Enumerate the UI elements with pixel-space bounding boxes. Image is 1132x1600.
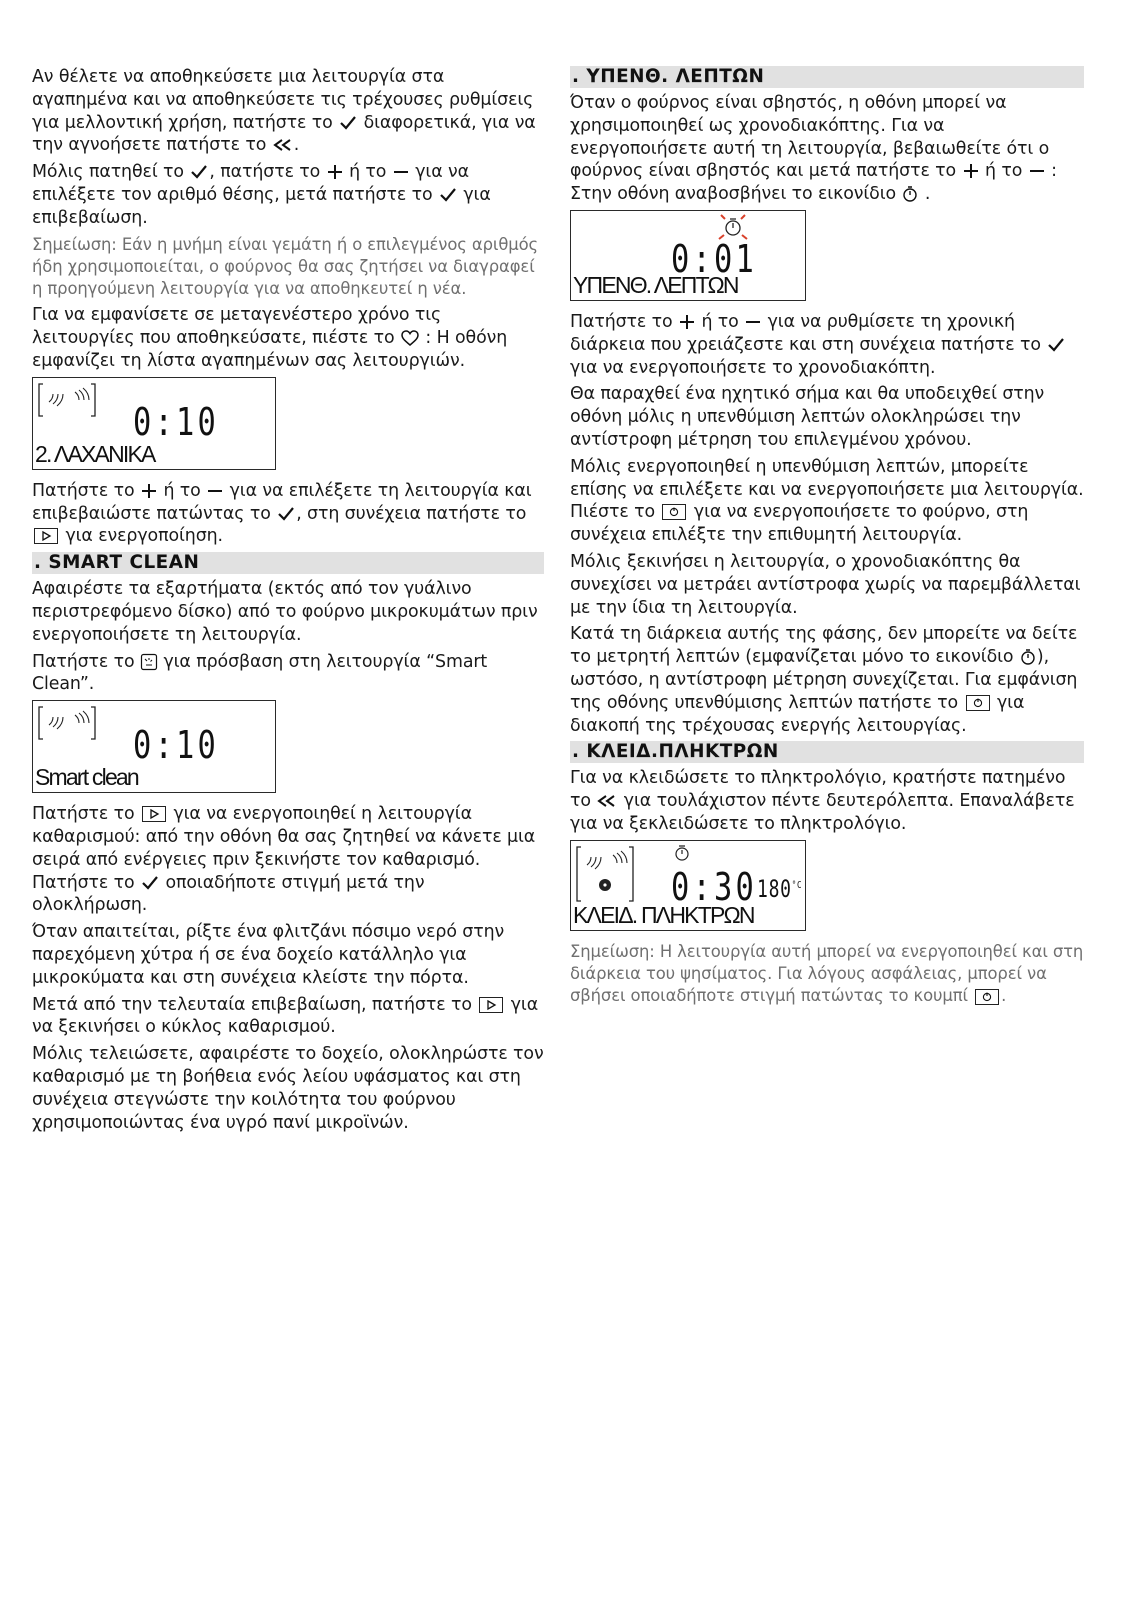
start-button-icon xyxy=(479,997,503,1013)
paragraph: Αν θέλετε να αποθηκεύσετε μια λειτουργία στα αγαπημένα και να αποθηκεύσετε τις τρέχουσες ρυθμίσεις για μελλοντική χρήση, πατήστε το διαφορετικά, για να την αγνοήσετε πατήστε το . xyxy=(32,67,536,156)
timer-icon xyxy=(1019,648,1037,666)
temperature-unit: °C xyxy=(791,879,803,891)
plus-icon xyxy=(678,313,696,331)
start-button-icon xyxy=(142,806,166,822)
oven-display-favorites xyxy=(32,377,276,470)
minus-icon xyxy=(206,482,224,500)
paragraph: Θα παραχθεί ένα ηχητικό σήμα και θα υποδειχθεί στην οθόνη μόλις η υπενθύμιση λεπτών ολοκληρώσει την αντίστροφη μέτρηση του επιλεγμένου χρόνου. xyxy=(570,384,1045,450)
plus-icon xyxy=(962,162,980,180)
minus-icon xyxy=(392,163,410,181)
rewind-icon xyxy=(596,794,618,808)
paragraph: Αφαιρέστε τα εξαρτήματα (εκτός από τον γυάλινο περιστρεφόμενο δίσκο) από το φούρνο μικροκυμάτων πριν ενεργοποιήσετε τη λειτουργία. xyxy=(32,579,538,645)
paragraph: Όταν απαιτείται, ρίξτε ένα φλιτζάνι πόσιμο νερό στην παρεχόμενη χύτρα ή σε ένα δοχείο κατάλληλο για μικροκύματα και στη συνέχεια κλείστε την πόρτα. xyxy=(32,922,505,988)
microwave-fan-icon xyxy=(575,845,635,907)
oven-display-key-lock xyxy=(570,840,806,931)
display-label: ΥΠΕΝΘ. ΛΕΠΤΩΝ xyxy=(573,271,738,298)
display-label: 2. ΛΑΧΑΝΙΚΑ xyxy=(35,440,155,467)
paragraph: Πατήστε το για να ενεργοποιηθεί η λειτουργία καθαρισμού: από την οθόνη θα σας ζητηθεί να κάνετε μια σειρά από ενέργειες πριν ξεκινήστε τον καθαρισμό. Πατήστε το οποιαδήποτε στιγμή μετά την ολοκλήρωση. xyxy=(32,804,536,916)
paragraph: Πατήστε το ή το για να ρυθμίσετε τη χρονική διάρκεια που χρειάζεστε και στη συνέχεια πατήστε το για να ενεργοποιήσετε το χρονοδιακόπτη. xyxy=(570,311,1084,379)
note: Σημείωση: Εάν η μνήμη είναι γεμάτη ή ο επιλεγμένος αριθμός ήδη χρησιμοποιείται, ο φούρνος θα σας ζητήσει να διαγραφεί η προηγούμενη λειτουργία για να αποθηκευτεί η νέα. xyxy=(32,234,539,299)
rewind-icon xyxy=(272,138,294,152)
paragraph: Πατήστε το για πρόσβαση στη λειτουργία “Smart Clean”. xyxy=(32,651,488,695)
oven-display-minute-reminder xyxy=(570,210,806,301)
display-time: 0:10 xyxy=(133,723,220,768)
display-temperature: $180^{^\circ C}$ xyxy=(757,874,803,903)
checkmark-icon xyxy=(338,115,358,131)
display-time: 0:30 xyxy=(671,864,758,909)
oven-display-smart-clean xyxy=(32,700,276,793)
paragraph: Πατήστε το ή το για να επιλέξετε τη λειτουργία και επιβεβαιώστε πατώντας το , στη συνέχεια πατήστε το για ενεργοποίηση. xyxy=(32,480,532,547)
plus-icon xyxy=(326,163,344,181)
microwave-icon xyxy=(37,705,97,745)
timer-icon xyxy=(671,843,693,863)
display-label: Smart clean xyxy=(35,764,138,791)
smart-clean-icon xyxy=(140,653,158,671)
heart-icon xyxy=(400,330,420,347)
power-button-icon xyxy=(662,504,686,520)
checkmark-icon xyxy=(438,187,458,203)
minus-icon xyxy=(1028,162,1046,180)
left-column xyxy=(32,66,544,1138)
checkmark-icon xyxy=(140,875,160,891)
paragraph: Για να κλειδώσετε το πληκτρολόγιο, κρατήστε πατημένο το για τουλάχιστον πέντε δευτερόλεπτα. Επαναλάβετε για να ξεκλειδώσετε το πληκτρολόγιο. xyxy=(570,768,1075,834)
display-time: 0:01 xyxy=(671,236,758,281)
paragraph: Μόλις πατηθεί το , πατήστε το ή το για να επιλέξετε τον αριθμό θέσης, μετά πατήστε το για επιβεβαίωση. xyxy=(32,162,491,228)
display-label: ΚΛΕΙΔ. ΠΛΗΚΤΡΩΝ xyxy=(573,901,754,928)
paragraph: Μόλις ξεκινήσει η λειτουργία, ο χρονοδιακόπτης θα συνεχίσει να μετράει αντίστροφα χωρίς να παρεμβάλλεται με την ίδια τη λειτουργία. xyxy=(570,551,1081,618)
minus-icon xyxy=(744,313,762,331)
paragraph: Μόλις ενεργοποιηθεί η υπενθύμιση λεπτών, μπορείτε επίσης να επιλέξετε και να ενεργοποιήσετε μια λειτουργία. Πιέστε το για να ενεργοποιήσετε το φούρνο, στη συνέχεια επιλέξτε την επιθυμητή λειτουργία. xyxy=(570,456,1084,546)
paragraph: Μόλις τελειώσετε, αφαιρέστε το δοχείο, ολοκληρώστε τον καθαρισμό με τη βοήθεια ενός λείου υφάσματος και στη συνέχεια στεγνώστε την κοιλότητα του φούρνου χρησιμοποιώντας ένα υγρό πανί μικροϊνών. xyxy=(32,1044,544,1133)
paragraph: Όταν ο φούρνος είναι σβηστός, η οθόνη μπορεί να χρησιμοποιηθεί ως χρονοδιακόπτης. Για να ενεργοποιήσετε αυτή τη λειτουργία, βεβαιωθείτε ότι ο φούρνος είναι σβηστός και μετά πατήστε το ή το : Στην οθόνη αναβοσβήνει το εικονίδιο . xyxy=(570,93,1057,205)
power-button-icon xyxy=(966,695,990,711)
note: Σημείωση: Η λειτουργία αυτή μπορεί να ενεργοποιηθεί και στη διάρκεια του ψησίματος. Για λόγους ασφάλειας, μπορεί να σβήσει οποιαδήποτε στιγμή πατώντας το κουμπί . xyxy=(570,941,1084,1006)
power-button-icon xyxy=(975,989,999,1005)
checkmark-icon xyxy=(189,164,209,180)
checkmark-icon xyxy=(1046,337,1066,353)
section-header-smart-clean: . SMART CLEAN xyxy=(32,552,544,574)
timer-icon xyxy=(901,185,919,203)
right-column xyxy=(570,66,1084,1012)
section-header-key-lock: . ΚΛΕΙΔ.ΠΛΗΚΤΡΩΝ xyxy=(570,741,1084,763)
paragraph: Μετά από την τελευταία επιβεβαίωση, πατήστε το για να ξεκινήσει ο κύκλος καθαρισμού. xyxy=(32,994,539,1038)
paragraph: Για να εμφανίσετε σε μεταγενέστερο χρόνο τις λειτουργίες που αποθηκεύσατε, πιέστε το : Η οθόνη εμφανίζει τη λίστα αγαπημένων σας λειτουργιών. xyxy=(32,305,508,372)
start-button-icon xyxy=(34,528,58,544)
microwave-icon xyxy=(37,382,97,422)
display-time: 0:10 xyxy=(133,399,220,444)
checkmark-icon xyxy=(276,506,296,522)
plus-icon xyxy=(140,482,158,500)
paragraph: Κατά τη διάρκεια αυτής της φάσης, δεν μπορείτε να δείτε το μετρητή λεπτών (εμφανίζεται μόνο το εικονίδιο ), ωστόσο, η αντίστροφη μέτρηση συνεχίζεται. Για εμφάνιση της οθόνης υπενθύμισης λεπτών πατήστε το για διακοπή της τρέχουσας ενεργής λειτουργίας. xyxy=(570,624,1078,736)
section-header-minute-reminder: . ΥΠΕΝΘ. ΛΕΠΤΩΝ xyxy=(570,66,1084,88)
